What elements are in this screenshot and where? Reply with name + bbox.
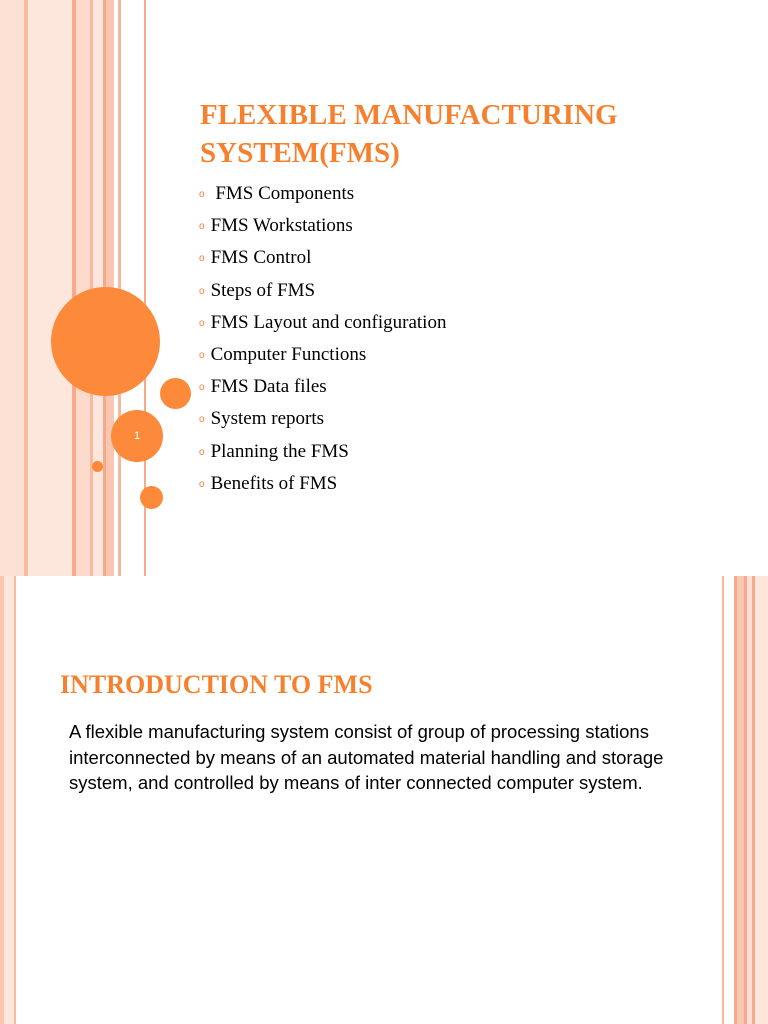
topic-label: Benefits of FMS — [210, 472, 338, 494]
bullet-marker: o — [199, 382, 205, 394]
bullet-marker: o — [199, 253, 205, 265]
body-paragraph: A flexible manufacturing system consist of group of processing stations interconnected by means of an automated material handling and storage system, and controlled by means of inter connected computer system. — [69, 721, 664, 793]
topic-label: Steps of FMS — [210, 279, 316, 301]
decorative-circle — [140, 486, 163, 509]
bullet-marker: o — [199, 221, 205, 233]
slide-title: INTRODUCTION TO FMS — [60, 670, 373, 699]
decorative-stripe — [755, 576, 768, 1024]
topic-label: FMS Data files — [210, 376, 327, 398]
topic-item — [199, 309, 446, 341]
decorative-circle — [160, 378, 191, 409]
slide-title: FLEXIBLE MANUFACTURING SYSTEM(FMS) — [200, 99, 618, 169]
topic-item — [199, 277, 446, 309]
slide-number: 1 — [133, 430, 141, 442]
topic-item — [199, 244, 446, 276]
bullet-marker: o — [199, 478, 205, 490]
bullet-marker: o — [199, 189, 205, 200]
topic-item — [199, 470, 446, 502]
decorative-stripe — [0, 0, 24, 576]
topic-label: FMS Components — [210, 183, 355, 204]
decorative-large-circle — [51, 287, 160, 396]
decorative-stripe — [737, 576, 744, 1024]
bullet-marker: o — [199, 349, 205, 361]
topic-label: FMS Layout and configuration — [210, 311, 447, 333]
bullet-marker: o — [199, 285, 205, 297]
topic-item — [199, 212, 446, 244]
topic-label: Planning the FMS — [210, 440, 349, 462]
topic-label: FMS Workstations — [210, 215, 353, 237]
topic-label: FMS Control — [210, 247, 312, 269]
decorative-stripe — [14, 576, 16, 1024]
decorative-stripe — [76, 0, 90, 576]
slide-2 — [0, 576, 768, 1024]
decorative-stripe — [28, 0, 72, 576]
topic-item — [199, 405, 446, 437]
decorative-stripe — [4, 576, 14, 1024]
topic-item — [199, 180, 446, 212]
decorative-small-circle — [92, 461, 103, 472]
topic-item — [199, 438, 446, 470]
topic-list — [199, 180, 446, 502]
topic-item — [199, 341, 446, 373]
topic-label: System reports — [210, 408, 325, 430]
bullet-marker: o — [199, 414, 205, 426]
decorative-stripe — [722, 576, 724, 1024]
topic-label: Computer Functions — [210, 343, 367, 365]
topic-item — [199, 373, 446, 405]
bullet-marker: o — [199, 446, 205, 458]
bullet-marker: o — [199, 317, 205, 329]
